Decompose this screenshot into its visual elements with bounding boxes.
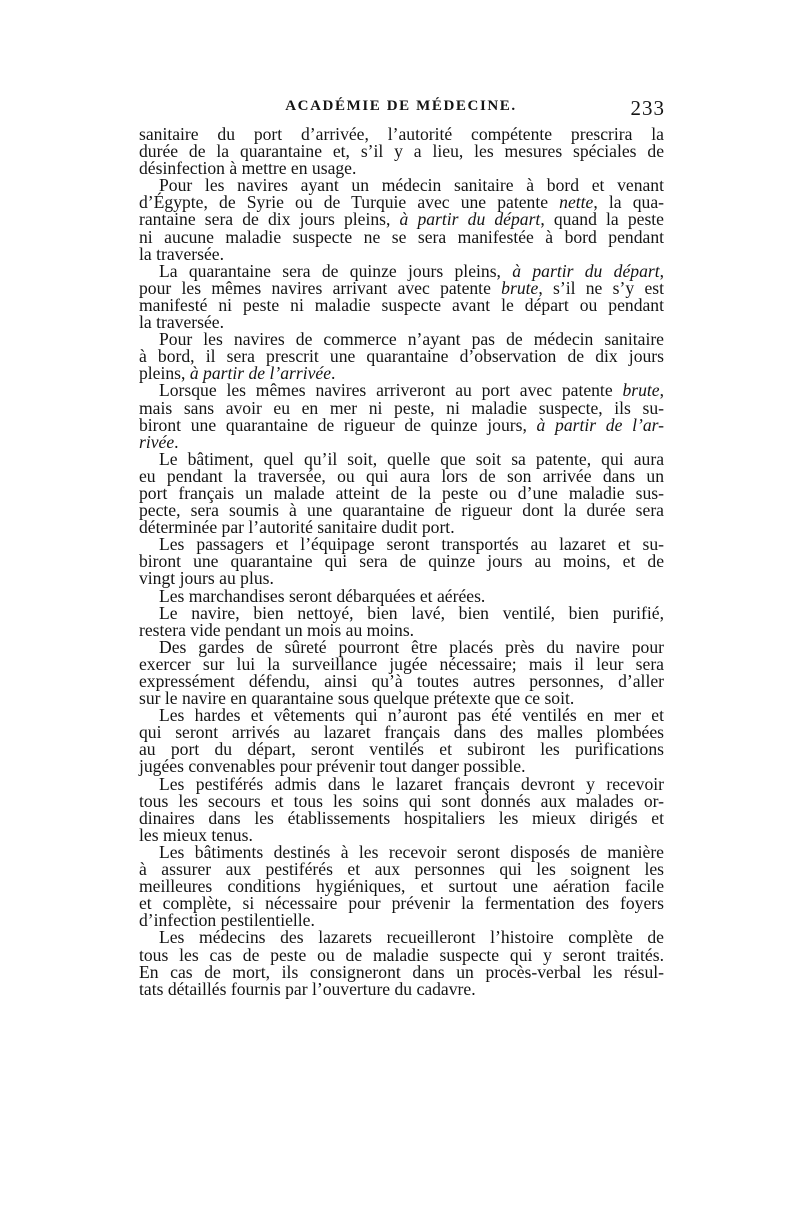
text-run: tous les secours et tous les soins qui sont donnés aux malades or- (139, 790, 664, 811)
text-run: sanitaire du port d’arrivée, l’autorité compétente prescrira la (139, 124, 664, 144)
text-run: Les hardes et vêtements qui n’auront pas été ventilés en mer et (159, 705, 664, 726)
text-run: exercer sur lui la surveillance jugée nécessaire; mais il leur sera (139, 653, 664, 674)
text-run: , (659, 380, 664, 401)
text-run: Les bâtiments destinés à les recevoir seront disposés de manière (159, 841, 664, 862)
text-run: , la qua- (593, 192, 664, 213)
text-run: d’Égypte, de Syrie ou de Turquie avec une patente (139, 192, 560, 213)
text-run: , (659, 260, 665, 281)
text-run: Lorsque les mêmes navires arriveront au port avec patente (159, 380, 623, 401)
text-run: dinaires dans les établissements hospitaliers les mieux dirigés et (139, 807, 664, 828)
text-run: tats détaillés fournis par l’ouverture du cadavre. (139, 978, 476, 999)
running-head (137, 96, 665, 122)
text-run: la traversée. (139, 312, 224, 333)
italic-text: à partir du départ (512, 260, 660, 281)
text-run: tous les cas de peste ou de maladie suspecte qui y seront traités. (139, 944, 664, 965)
text-run: pecte, sera soumis à une quarantaine de rigueur dont la durée sera (139, 500, 664, 521)
text-run: , s’il ne s’y est (538, 277, 664, 298)
italic-text: rivée (139, 431, 175, 452)
text-run: Pour les navires ayant un médecin sanitaire à bord et venant (159, 175, 664, 196)
text-run: rantaine sera de dix jours pleins, (139, 209, 400, 230)
text-run: Les passagers et l’équipage seront transportés au lazaret et su- (159, 534, 664, 555)
text-run: manifesté ni peste ni maladie suspecte avant le départ ou pendant (139, 294, 664, 315)
text-run: . (174, 431, 179, 452)
text-run: durée de la quarantaine et, s’il y a lieu, les mesures spéciales de (139, 141, 664, 162)
italic-text: brute (622, 380, 660, 401)
text-run: . (331, 363, 336, 384)
text-run: La quarantaine sera de quinze jours pleins, (159, 260, 513, 281)
text-run: eu pendant la traversée, ou qui aura lors de son arrivée dans un (139, 465, 664, 486)
text-run: meilleures conditions hygiéniques, et surtout une aération facile (139, 876, 664, 897)
text-run: biront une quarantaine de rigueur de quinze jours, (139, 414, 537, 435)
body-text (139, 126, 664, 998)
text-run: désinfection à mettre en usage. (139, 158, 357, 179)
text-run: sur le navire en quarantaine sous quelque prétexte que ce soit. (139, 688, 575, 709)
text-run: , quand la peste (540, 209, 664, 230)
text-run: Le bâtiment, quel qu’il soit, quelle que soit sa patente, qui aura (159, 448, 664, 469)
text-run: à bord, il sera prescrit une quarantaine d’observation de dix jours (139, 346, 664, 367)
text-run: jugées convenables pour prévenir tout danger possible. (139, 756, 526, 777)
text-run: à assurer aux pestiférés et aux personnes qui les soignent les (139, 859, 664, 880)
text-run: qui seront arrivés au lazaret français dans des malles plombées (139, 722, 664, 743)
text-run: Les pestiférés admis dans le lazaret français devront y recevoir (159, 773, 664, 794)
italic-text: à partir du départ (399, 209, 541, 230)
text-run: Les marchandises seront débarquées et aérées. (159, 585, 486, 606)
italic-text: nette (559, 192, 594, 213)
text-run: la traversée. (139, 243, 224, 264)
text-line (139, 414, 664, 435)
text-run: ni aucune maladie suspecte ne se sera manifestée à bord pendant (139, 226, 664, 247)
text-run: mais sans avoir eu en mer ni peste, ni maladie suspecte, ils su- (139, 397, 664, 418)
italic-text: à partir de l’ar- (536, 414, 664, 435)
text-run: Pour les navires de commerce n’ayant pas de médecin sanitaire (159, 329, 664, 350)
text-run: d’infection pestilentielle. (139, 910, 315, 931)
text-run: déterminée par l’autorité sanitaire dudit port. (139, 517, 455, 538)
italic-text: à partir de l’arrivée (189, 363, 332, 384)
text-run: expressément défendu, ainsi qu’à toutes autres personnes, d’aller (139, 671, 664, 691)
text-run: au port du départ, seront ventilés et subiront les purifications (139, 739, 664, 760)
italic-text: brute (501, 277, 539, 298)
running-title: ACADÉMIE DE MÉDECINE. (285, 98, 517, 114)
text-run: Le navire, bien nettoyé, bien lavé, bien ventilé, bien purifié, (159, 602, 664, 623)
text-run: En cas de mort, ils consigneront dans un procès-verbal les résul- (139, 961, 664, 982)
text-run: Des gardes de sûreté pourront être placés près du navire pour (159, 636, 664, 657)
text-run: biront une quarantaine qui sera de quinze jours au moins, et de (139, 551, 664, 572)
page-number: 233 (630, 96, 665, 120)
text-run: pleins, (139, 363, 190, 384)
text-run: Les médecins des lazarets recueilleront l’histoire complète de (159, 927, 664, 948)
text-run: restera vide pendant un mois au moins. (139, 619, 415, 640)
text-run: pour les mêmes navires arrivant avec patente (139, 277, 502, 298)
text-run: vingt jours au plus. (139, 568, 274, 589)
text-run: port français un malade atteint de la peste ou d’une maladie sus- (139, 482, 664, 503)
text-run: et complète, si nécessaire pour prévenir la fermentation des foyers (139, 893, 664, 914)
text-run: les mieux tenus. (139, 824, 253, 845)
text-line (139, 978, 664, 999)
